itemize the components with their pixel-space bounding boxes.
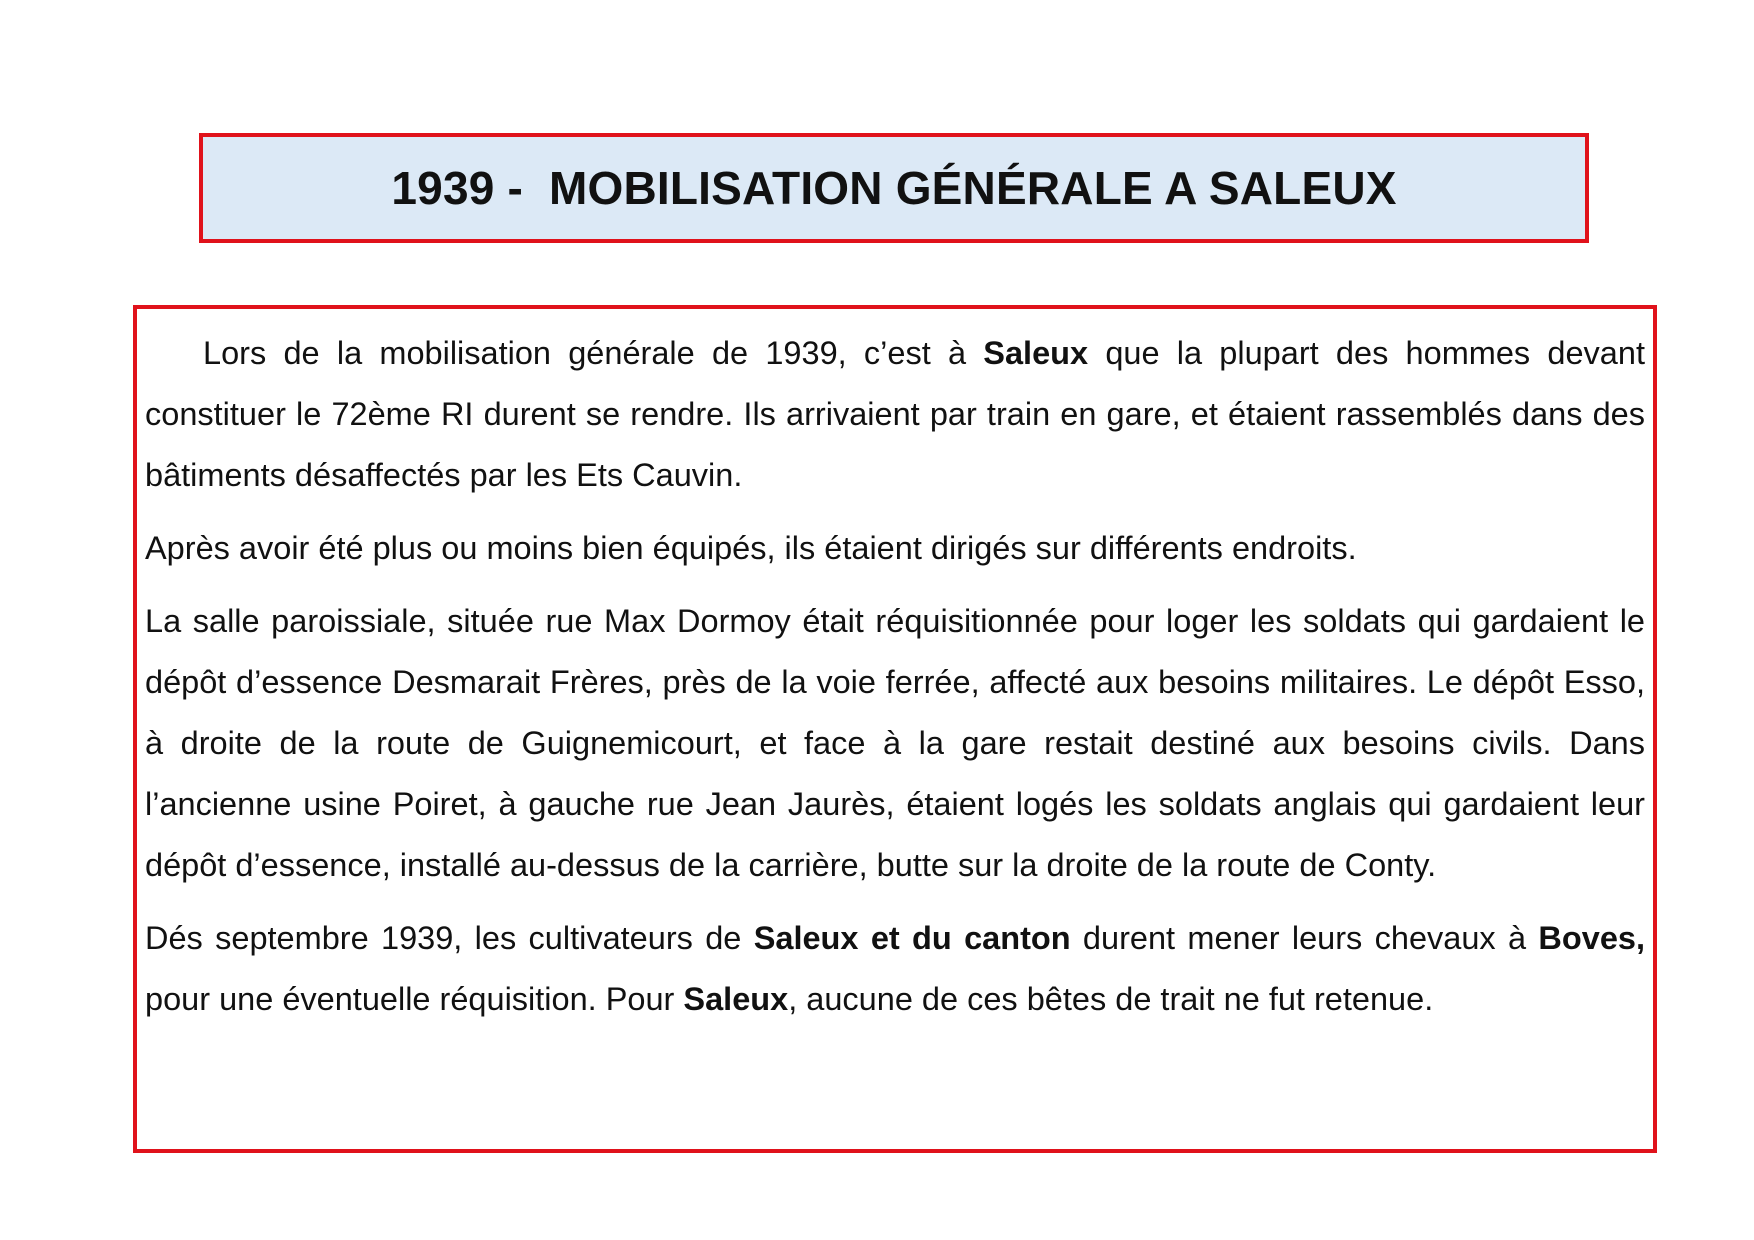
- paragraph-4-text-d: , aucune de ces bêtes de trait ne fut retenue.: [788, 981, 1434, 1017]
- paragraph-4-text-b: durent mener leurs chevaux à: [1070, 920, 1539, 956]
- paragraph-1: [145, 323, 1645, 506]
- place-saleux-2: Saleux: [683, 981, 789, 1017]
- place-saleux: Saleux: [983, 335, 1089, 371]
- place-boves: Boves,: [1538, 920, 1645, 956]
- text-box: [133, 305, 1657, 1153]
- paragraph-1-text-b: que la plupart des hommes devant constituer le 72ème RI durent se rendre. Ils arrivaient par train en gare, et étaient rassemblés dans des bâtiments désaffectés par les Ets Cauvin.: [145, 335, 1645, 493]
- paragraph-3: La salle paroissiale, située rue Max Dormoy était réquisitionnée pour loger les soldats qui gardaient le dépôt d’essence Desmarait Frères, près de la voie ferrée, affecté aux besoins militaires. Le dépôt Esso, à droite de la route de Guignemicourt, et face à la gare restait destiné aux besoins civils. Dans l’ancienne usine Poiret, à gauche rue Jean Jaurès, étaient logés les soldats anglais qui gardaient leur dépôt d’essence, installé au-dessus de la carrière, butte sur la droite de la route de Conty.: [145, 603, 1645, 883]
- place-saleux-canton: Saleux et du canton: [753, 920, 1071, 956]
- page-title: 1939 - MOBILISATION GÉNÉRALE A SALEUX: [391, 162, 1397, 214]
- paragraph-4-text-a: Dés septembre 1939, les cultivateurs de: [145, 920, 754, 956]
- paragraph-4: [145, 908, 1645, 1030]
- paragraph-1-text-a: Lors de la mobilisation générale de 1939, c’est à: [203, 335, 984, 371]
- paragraph-4-text-c: pour une éventuelle réquisition. Pour: [145, 981, 684, 1017]
- title-box: [199, 133, 1589, 243]
- paragraph-2: Après avoir été plus ou moins bien équipés, ils étaient dirigés sur différents endroits.: [145, 530, 1357, 566]
